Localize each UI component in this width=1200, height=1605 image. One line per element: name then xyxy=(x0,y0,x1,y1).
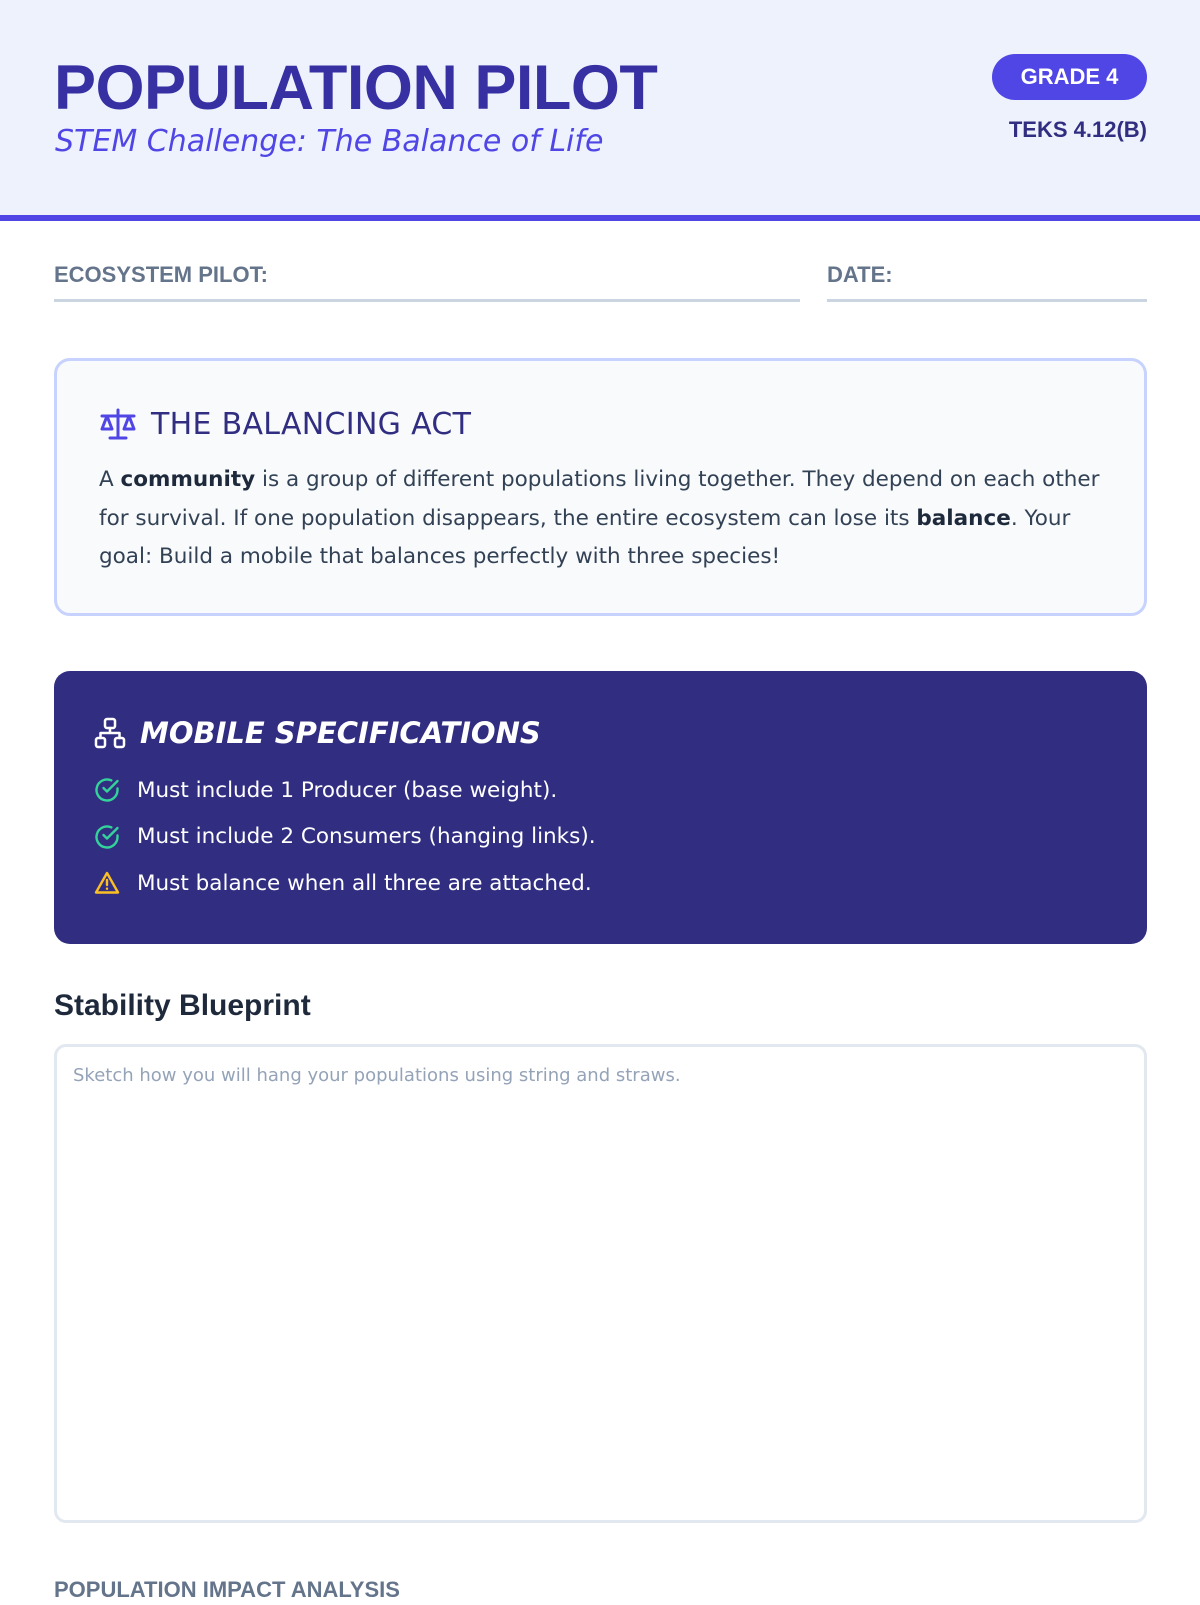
list-item xyxy=(94,860,596,907)
scale-icon xyxy=(99,407,137,443)
specifications-list xyxy=(94,767,596,907)
stability-blueprint-title: Stability Blueprint xyxy=(54,989,311,1022)
text-segment: . Your goal: Build a mobile that balances perfectly with three species! xyxy=(99,505,1071,569)
sketch-area[interactable] xyxy=(54,1044,1147,1523)
term-balance: balance xyxy=(916,505,1011,531)
list-item xyxy=(94,814,596,861)
specification-text: Must balance when all three are attached. xyxy=(137,870,592,896)
term-community: community xyxy=(120,467,256,492)
warning-icon xyxy=(94,870,120,896)
worksheet-header xyxy=(0,0,1200,221)
text-segment: is a group of different populations living together. They depend on each other for survival. If one population disappears, the entire ecosystem can lose its xyxy=(99,467,1100,531)
text-segment: A xyxy=(99,467,121,492)
ecosystem-pilot-label: ECOSYSTEM PILOT: xyxy=(54,262,268,287)
balancing-act-text xyxy=(99,461,1109,577)
specifications-heading xyxy=(94,713,541,753)
page-subtitle: STEM Challenge: The Balance of Life xyxy=(55,124,604,159)
specifications-title: MOBILE SPECIFICATIONS xyxy=(140,716,541,750)
mobile-specifications-card xyxy=(54,671,1147,944)
check-circle-icon xyxy=(94,824,120,850)
balancing-act-heading xyxy=(99,405,471,445)
standard-code: TEKS 4.12(B) xyxy=(1008,117,1147,142)
grade-badge: GRADE 4 xyxy=(992,54,1147,100)
balancing-act-card xyxy=(54,358,1147,616)
specification-text: Must include 1 Producer (base weight). xyxy=(137,777,558,803)
specification-text: Must include 2 Consumers (hanging links). xyxy=(137,824,596,850)
ecosystem-pilot-field[interactable] xyxy=(54,258,800,302)
date-field[interactable] xyxy=(827,258,1147,302)
check-circle-icon xyxy=(94,777,120,803)
balancing-act-title: THE BALANCING ACT xyxy=(151,407,472,442)
date-label: DATE: xyxy=(827,262,893,287)
list-item xyxy=(94,767,596,814)
sketch-hint: Sketch how you will hang your populations using string and straws. xyxy=(73,1065,681,1086)
hierarchy-icon xyxy=(94,717,126,749)
page-title: POPULATION PILOT xyxy=(54,53,658,123)
population-impact-title: POPULATION IMPACT ANALYSIS xyxy=(54,1577,400,1602)
